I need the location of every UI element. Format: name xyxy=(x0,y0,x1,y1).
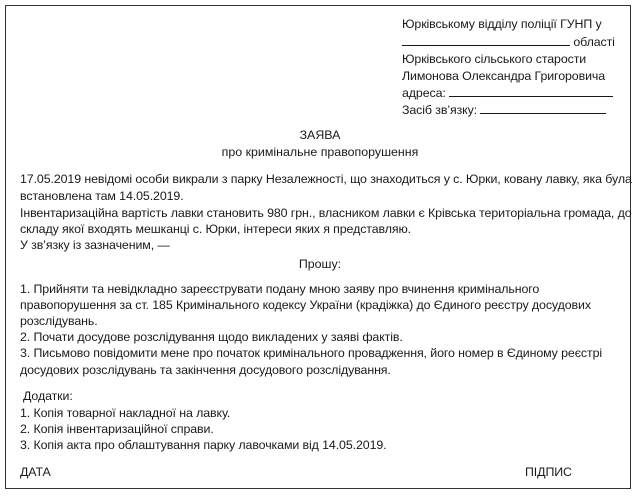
body-p1-line1: 17.05.2019 невідомі особи викрали з парку Незалежності, що знаходиться у с. Юрки, ковану лавку, яка була xyxy=(20,172,632,186)
request-item2: 2. Почати досудове розслідування щодо викладених у заяві фактів. xyxy=(20,330,403,344)
document-title: ЗАЯВА xyxy=(299,128,341,142)
region-suffix: області xyxy=(573,35,615,49)
region-blank xyxy=(402,34,570,46)
addressee-region-line xyxy=(402,34,615,50)
contact-blank xyxy=(480,102,606,114)
request-item3-line2: досудових розслідувань та закінчення досудового розслідування. xyxy=(20,363,391,377)
date-label: ДАТА xyxy=(20,465,51,479)
request-item1-line3: розслідувань. xyxy=(20,314,98,328)
addressee-line-3: Юрківського сільського старости xyxy=(402,52,587,66)
addressee-line-4: Лимонова Олександра Григоровича xyxy=(402,69,606,83)
attachment-item-1: 1. Копія товарної накладної на лавку. xyxy=(20,406,231,420)
contact-label: Засіб зв’язку: xyxy=(402,103,478,117)
request-item3-line1: 3. Письмово повідомити мене про початок кримінального провадження, його номер в Єдиному реєстрі xyxy=(20,346,603,360)
signature-label: ПІДПИС xyxy=(525,465,572,479)
addressee-line-1: Юрківському відділу поліції ГУНП у xyxy=(402,17,602,31)
address-blank xyxy=(449,85,613,97)
request-item1-line1: 1. Прийняти та невідкладно зареєструвати подану мною заяву про вчинення кримінального xyxy=(20,282,540,296)
attachment-item-2: 2. Копія інвентаризаційної справи. xyxy=(20,422,214,436)
contact-line xyxy=(402,102,606,118)
request-heading: Прошу: xyxy=(298,257,342,271)
body-p2-line1: Інвентаризаційна вартість лавки становить 980 грн., власником лавки є Крівська територіальна громада, до xyxy=(20,206,632,220)
document-subtitle: про кримінальне правопорушення xyxy=(221,145,419,159)
address-label: адреса: xyxy=(402,86,446,100)
attachment-item-3: 3. Копія акта про облаштування парку лавочками від 14.05.2019. xyxy=(20,438,387,452)
attachments-heading: Додатки: xyxy=(23,389,73,403)
body-p3: У зв’язку із зазначеним, — xyxy=(20,238,170,252)
body-p1-line2: встановлена там 14.05.2019. xyxy=(20,189,184,203)
body-p2-line2: складу якої входять мешканці с. Юрки, інтереси яких я представляю. xyxy=(20,222,411,236)
request-item1-line2: правопорушення за ст. 185 Кримінального кодексу України (крадіжка) до Єдиного реєстру досудових xyxy=(20,298,591,312)
address-line xyxy=(402,85,613,101)
